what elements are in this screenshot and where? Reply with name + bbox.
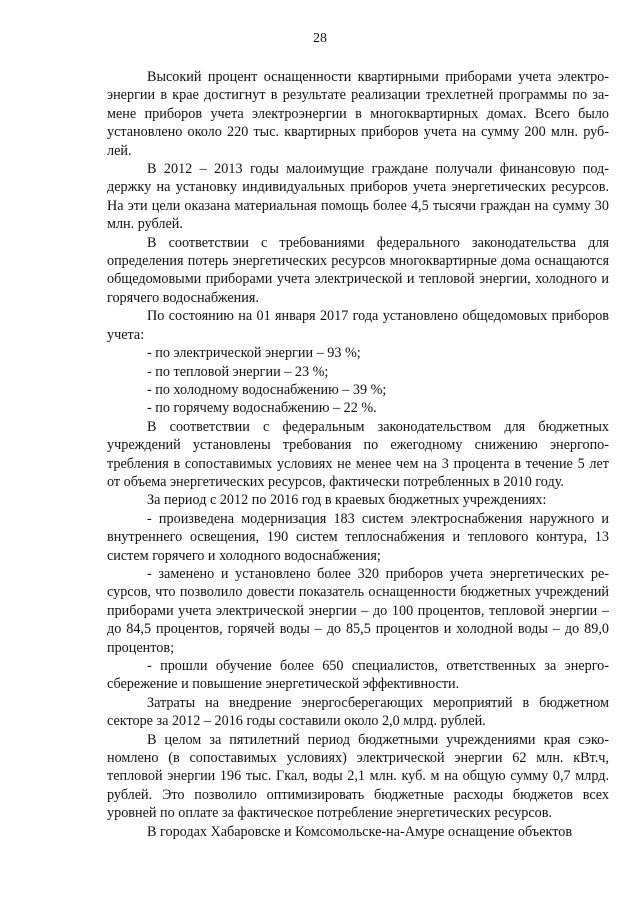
list-item-electric-energy: - по электрической энергии – 93 %;	[147, 345, 361, 362]
paragraph-common-house-meters: В соответствии с требованиями федерального законодательства для определения потерь энергетических ресурсов многоквартирные дома оснащаются общедомовыми приборами учета электрической и тепловой энергии, холодного и горячего водоснабжения.	[107, 234, 609, 306]
paragraph-cities: В городах Хабаровске и Комсомольске-на-Амуре оснащение объектов	[147, 823, 573, 840]
list-item-hot-water: - по горячему водоснабжению – 22 %.	[147, 400, 377, 417]
paragraph-installation-status: По состоянию на 01 января 2017 года установлено общедомовых приборов учета:	[107, 308, 609, 343]
paragraph-savings: В целом за пятилетний период бюджетными учреждениями края сэкономлено (в сопоставимых условиях) электрической энергии 62 млн. кВт.ч, тепловой энергии 196 тыс. Гкал, воды 2,1 млн. куб. м на общую сумму 0,7 млрд. рублей. Это позволило оптимизировать бюджетные расходы бюджетов всех уровней по оплате за фактическое потребление энергетических ресурсов.	[107, 731, 609, 822]
list-item-training: - прошли обучение более 650 специалистов, ответственных за энергосбережение и повышение энергетической эффективности.	[107, 658, 609, 693]
paragraph-costs: Затраты на внедрение энергосберегающих мероприятий в бюджетном секторе за 2012 – 2016 годы составили около 2,0 млрд. рублей.	[107, 694, 609, 730]
paragraph-apartment-meters: Высокий процент оснащенности квартирными приборами учета электроэнергии в крае достигнут в результате реализации трехлетней программы по замене приборов учета электроэнергии в многоквартирных домах. Всего было установлено около 220 тыс. квартирных приборов учета на сумму 200 млн. рублей.	[107, 69, 609, 159]
paragraph-budget-requirements: В соответствии с федеральным законодательством для бюджетных учреждений установлены требования по ежегодному снижению энергопотребления в сопоставимых условиях не менее чем на 3 процента в течение 5 лет от объема энергетических ресурсов, фактически потребленных в 2010 году.	[107, 418, 609, 490]
list-item-meters-replaced: - заменено и установлено более 320 приборов учета энергетических ресурсов, что позволило довести показатель оснащенности бюджетных учреждений приборами учета электрической энергии – до 100 процентов, тепловой энергии – до 84,5 процентов, горячей воды – до 85,5 процентов и холодной воды – до 89,0 процентов;	[107, 565, 609, 656]
list-item-cold-water: - по холодному водоснабжению – 39 %;	[147, 381, 387, 398]
paragraph-low-income-support: В 2012 – 2013 годы малоимущие граждане получали финансовую поддержку на установку индивидуальных приборов учета энергетических ресурсов. На эти цели оказана материальная помощь более 4,5 тысячи граждан на сумму 30 млн. рублей.	[107, 161, 609, 233]
page-number: 28	[313, 31, 327, 46]
list-item-modernization: - произведена модернизация 183 систем электроснабжения наружного и внутреннего освещения, 190 систем теплоснабжения и теплового контура, 13 систем горячего и холодного водоснабжения;	[107, 510, 609, 564]
paragraph-period-2012-2016: За период с 2012 по 2016 год в краевых бюджетных учреждениях:	[147, 492, 547, 509]
document-body	[107, 68, 609, 841]
list-item-heat-energy: - по тепловой энергии – 23 %;	[147, 363, 329, 380]
